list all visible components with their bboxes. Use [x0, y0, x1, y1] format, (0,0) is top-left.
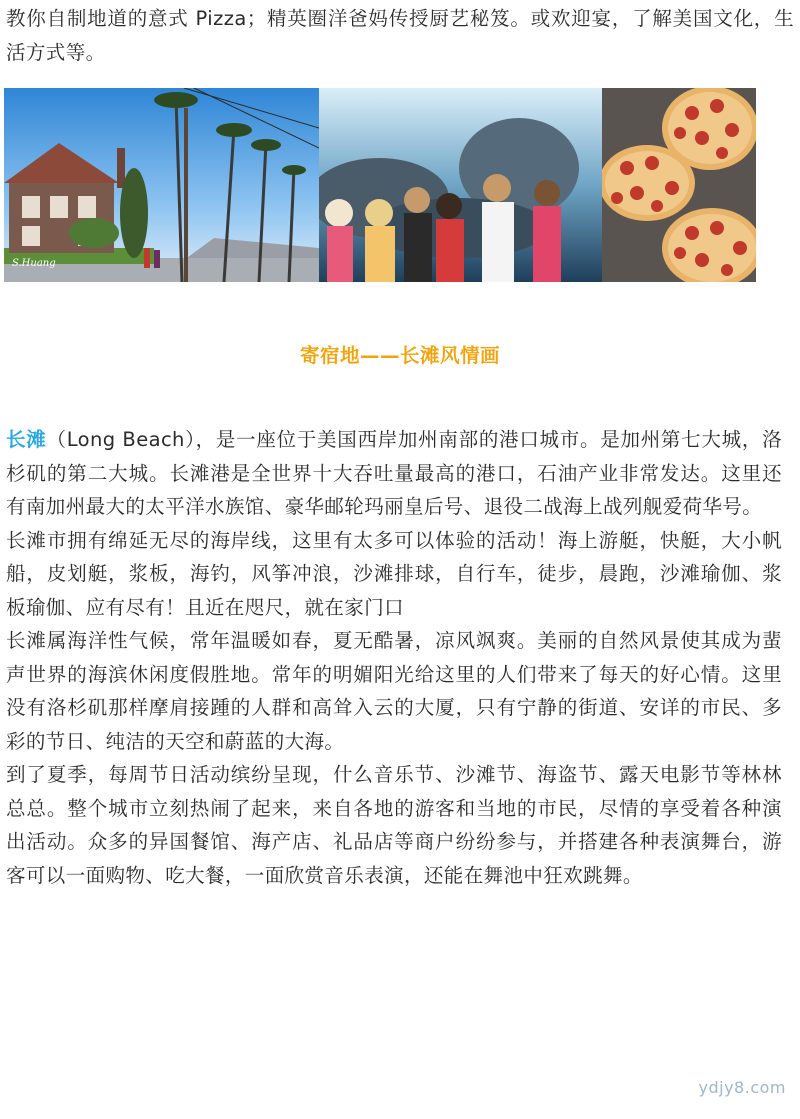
pizza-photo [602, 88, 756, 282]
street-with-palm-trees-photo [4, 88, 319, 282]
intro-paragraph: 教你自制地道的意式 Pizza；精英圈洋爸妈传授厨艺秘笈。或欢迎宴，了解美国文化，生活方式等。 [6, 7, 794, 64]
paragraph-activities: 长滩市拥有绵延无尽的海岸线，这里有太多可以体验的活动！海上游艇，快艇，大小帆船，皮划艇，浆板，海钓，风筝冲浪，沙滩排球，自行车，徒步，晨跑，沙滩瑜伽、浆板瑜伽、应有尽有！且近在咫尺，就在家门口 [6, 528, 782, 619]
paragraph-climate: 长滩属海洋性气候，常年温暖如春，夏无酷暑，凉风飒爽。美丽的自然风景使其成为蜚声世界的海滨休闲度假胜地。常年的明媚阳光给这里的人们带来了每天的好心情。这里没有洛杉矶那样摩肩接踵的人群和高耸入云的大厦，只有宁静的街道、安详的市民、多彩的节日、纯洁的天空和蔚蓝的大海。 [6, 629, 782, 753]
photo-strip [4, 88, 756, 282]
site-watermark: ydjy8.com [698, 1078, 786, 1097]
highlight-long-beach: 长滩 [6, 428, 47, 451]
photo-caption: S.Huang [12, 258, 56, 269]
paragraph-long-beach-intro [0, 423, 788, 524]
paragraph-1-text: （Long Beach），是一座位于美国西岸加州南部的港口城市。是加州第七大城，洛杉矶的第二大城。长滩港是全世界十大吞吐量最高的港口，石油产业非常发达。这里还有南加州最大的太平洋水族馆、豪华邮轮玛丽皇后号、退役二战海上战列舰爱荷华号。 [6, 428, 782, 518]
paragraph-summer-festivals: 到了夏季，每周节日活动缤纷呈现，什么音乐节、沙滩节、海盗节、露天电影节等林林总总。整个城市立刻热闹了起来，来自各地的游客和当地的市民，尽情的享受着各种演出活动。众多的异国餐馆、海产店、礼品店等商户纷纷参与，并搭建各种表演舞台，游客可以一面购物、吃大餐，一面欣赏音乐表演，还能在舞池中狂欢跳舞。 [6, 763, 782, 887]
article-body [0, 423, 788, 892]
section-heading: 寄宿地——长滩风情画 [299, 344, 500, 367]
kids-at-aquarium-photo [319, 88, 602, 282]
